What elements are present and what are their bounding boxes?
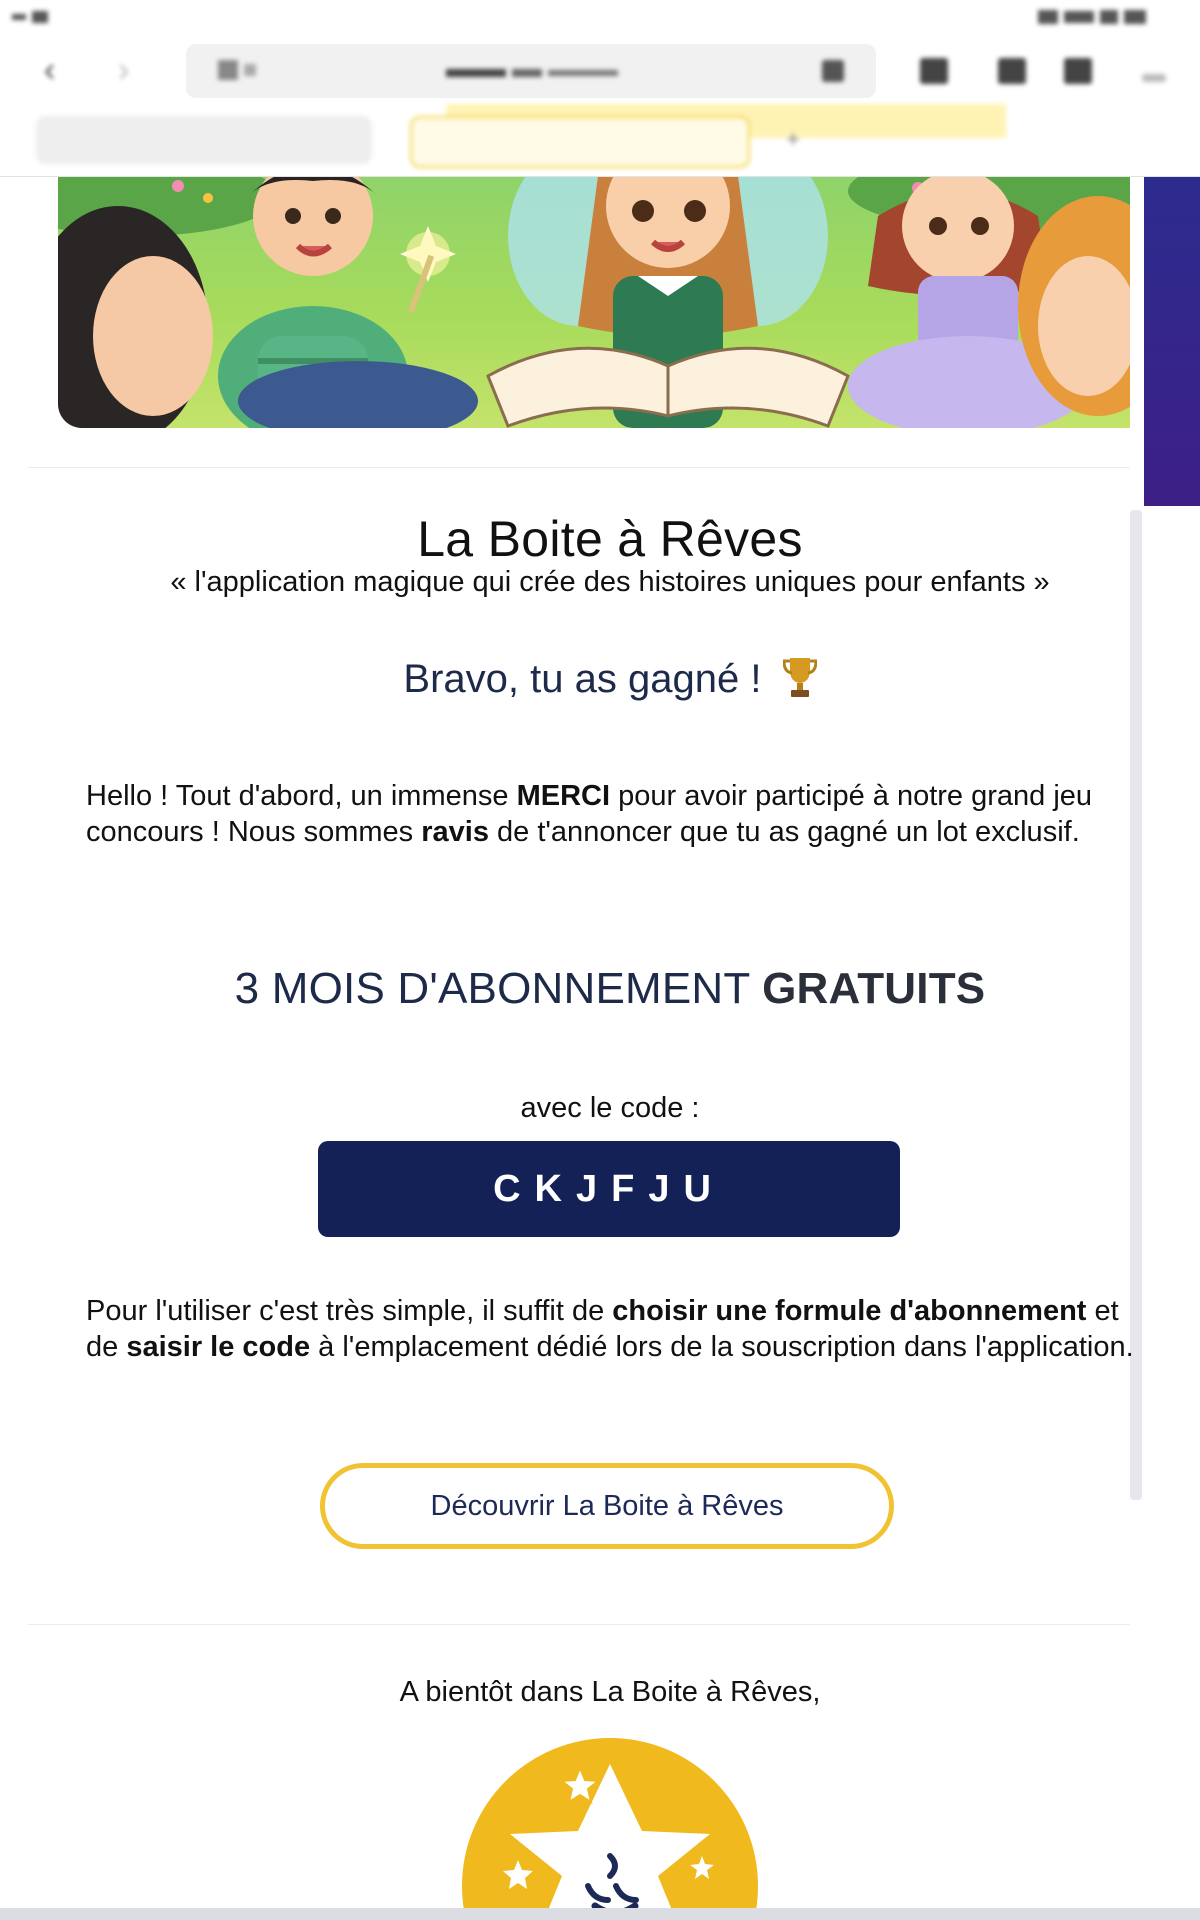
promo-code-box[interactable]: CKJFJU bbox=[318, 1141, 900, 1237]
trophy-icon bbox=[783, 656, 817, 698]
usage-text-2: et de bbox=[86, 1295, 1119, 1363]
page-title: La Boite à Rêves bbox=[417, 511, 803, 567]
congrats-heading bbox=[28, 656, 1192, 702]
star-logo-icon bbox=[460, 1736, 760, 1920]
intro-bold-merci: MERCI bbox=[516, 780, 611, 812]
intro-bold-ravis: ravis bbox=[421, 816, 489, 848]
intro-paragraph bbox=[86, 778, 1146, 850]
code-label: avec le code : bbox=[520, 1092, 700, 1124]
status-bar-right bbox=[1038, 8, 1188, 26]
offer-bold: GRATUITS bbox=[762, 964, 986, 1013]
intro-text-3: de t'annoncer que tu as gagné un lot exclusif. bbox=[488, 816, 1080, 848]
tabs-icon[interactable] bbox=[1064, 58, 1092, 84]
closing-text: A bientôt dans La Boite à Rêves, bbox=[399, 1676, 821, 1708]
usage-text-1: Pour l'utiliser c'est très simple, il suffit de bbox=[86, 1295, 613, 1327]
menu-icon[interactable] bbox=[1142, 74, 1166, 82]
browser-chrome bbox=[0, 0, 1200, 177]
intro-text-2: pour avoir participé à notre grand jeu concours ! Nous sommes bbox=[86, 780, 1093, 848]
children-reading-illustration bbox=[58, 176, 1130, 428]
usage-text-3: à l'emplacement dédié lors de la souscription dans l'application. bbox=[310, 1331, 1134, 1363]
address-bar[interactable] bbox=[186, 44, 876, 98]
usage-bold-formule: choisir une formule d'abonnement bbox=[612, 1295, 1087, 1327]
offer-text: 3 MOIS D'ABONNEMENT bbox=[234, 964, 763, 1013]
tab-switcher-icon[interactable] bbox=[822, 60, 844, 82]
status-bar-left bbox=[12, 8, 72, 26]
address-text bbox=[446, 64, 646, 78]
side-panel-edge bbox=[1144, 176, 1200, 506]
usage-paragraph bbox=[86, 1293, 1146, 1365]
offer-heading bbox=[28, 964, 1192, 1014]
back-arrow-icon[interactable]: ‹ bbox=[44, 51, 56, 89]
email-body bbox=[28, 176, 1134, 1920]
divider bbox=[28, 467, 1130, 468]
usage-bold-code: saisir le code bbox=[126, 1331, 311, 1363]
divider bbox=[28, 1624, 1130, 1625]
tagline: « l'application magique qui crée des histoires uniques pour enfants » bbox=[170, 566, 1050, 598]
browser-tab-active[interactable] bbox=[410, 116, 750, 168]
new-tab-icon[interactable]: + bbox=[786, 126, 801, 153]
congrats-text: Bravo, tu as gagné ! bbox=[403, 657, 762, 701]
discover-button[interactable]: Découvrir La Boite à Rêves bbox=[320, 1463, 894, 1549]
site-info-icon[interactable] bbox=[218, 60, 262, 82]
download-icon[interactable] bbox=[920, 58, 948, 84]
forward-arrow-icon[interactable]: › bbox=[118, 51, 130, 89]
hero-illustration bbox=[58, 176, 1130, 428]
intro-text-1: Hello ! Tout d'abord, un immense bbox=[86, 780, 517, 812]
share-icon[interactable] bbox=[998, 58, 1026, 84]
browser-tab[interactable] bbox=[36, 116, 372, 164]
bottom-scrollbar bbox=[0, 1908, 1200, 1920]
